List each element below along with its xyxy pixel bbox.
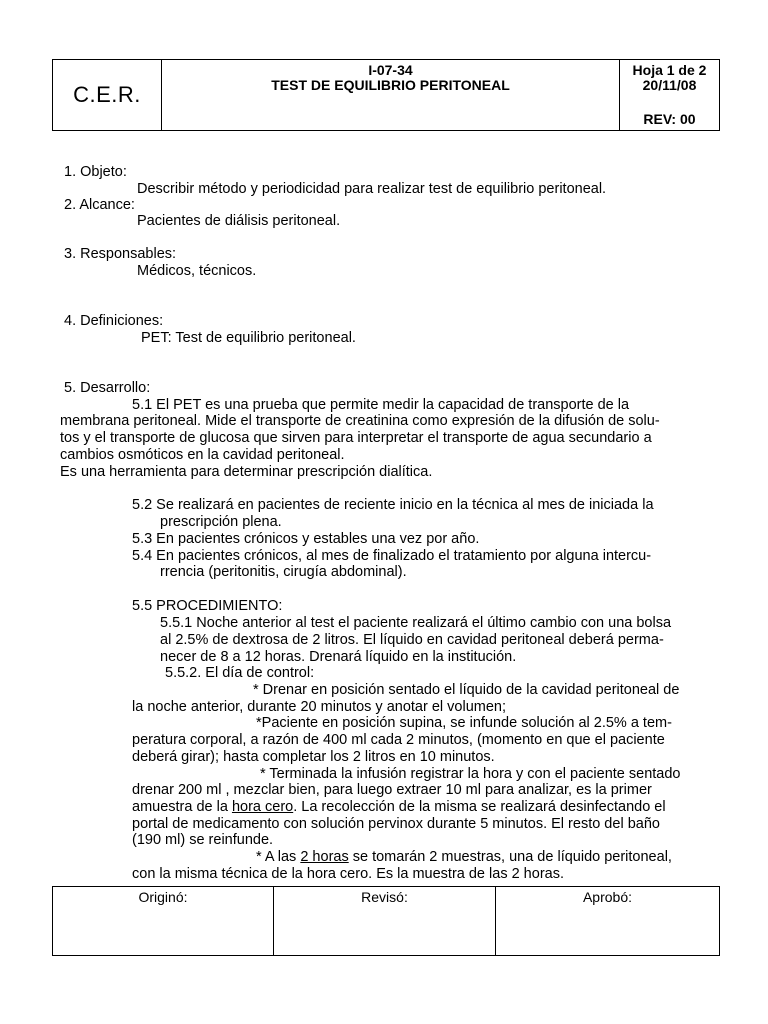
originated-cell	[53, 887, 274, 955]
bullet-line: peratura corporal, a razón de 400 ml cada 2 minutos, (momento en que el paciente	[132, 732, 665, 748]
paragraph-5-1-line: tos y el transporte de glucosa que sirven para interpretar el transporte de agua secundario a	[60, 430, 652, 446]
paragraph-5-5-2: 5.5.2. El día de control:	[165, 665, 315, 681]
section-1-text: Describir método y periodicidad para realizar test de equilibrio peritoneal.	[137, 181, 607, 197]
title-cell	[162, 60, 620, 130]
bullet-text: * A las	[256, 849, 301, 865]
bullet-line	[256, 849, 672, 866]
approved-cell	[496, 887, 719, 955]
section-4-title: 4. Definiciones:	[64, 313, 164, 329]
originated-label: Originó:	[138, 889, 188, 905]
paragraph-5-5-1-line: necer de 8 a 12 horas. Drenará líquido en la institución.	[160, 649, 517, 665]
paragraph-5-2-line: 5.2 Se realizará en pacientes de reciente inicio en la técnica al mes de iniciada la	[132, 497, 654, 513]
revision: REV: 00	[643, 111, 696, 127]
bullet-line: * Drenar en posición sentado el líquido de la cavidad peritoneal de	[253, 682, 680, 698]
bullet-line: deberá girar); hasta completar los 2 litros en 10 minutos.	[132, 749, 495, 765]
page-info-cell	[620, 60, 719, 130]
section-1-title: 1. Objeto:	[64, 164, 127, 180]
section-2-text: Pacientes de diálisis peritoneal.	[137, 213, 341, 229]
bullet-text: se tomarán 2 muestras, una de líquido peritoneal,	[348, 849, 672, 865]
paragraph-5-5-1-line: 5.5.1 Noche anterior al test el paciente realizará el último cambio con una bolsa	[160, 615, 672, 631]
paragraph-5-5-1-line: al 2.5% de dextrosa de 2 litros. El líquido en cavidad peritoneal deberá perma-	[160, 632, 664, 648]
reviewed-label: Revisó:	[361, 889, 408, 905]
paragraph-5-3: 5.3 En pacientes crónicos y estables una vez por año.	[132, 531, 480, 547]
paragraph-5-2-line: prescripción plena.	[160, 514, 282, 530]
section-2-title: 2. Alcance:	[64, 197, 135, 213]
paragraph-5-1-line: cambios osmóticos en la cavidad peritoneal.	[60, 447, 345, 463]
approved-label: Aprobó:	[582, 889, 633, 905]
bullet-line: portal de medicamento con solución pervinox durante 5 minutos. El resto del baño	[132, 816, 660, 832]
bullet-line: la noche anterior, durante 20 minutos y anotar el volumen;	[132, 699, 507, 715]
paragraph-5-1-line: Es una herramienta para determinar prescripción dialítica.	[60, 464, 433, 480]
bullet-line	[132, 799, 666, 816]
section-5-title: 5. Desarrollo:	[64, 380, 151, 396]
underlined-text: 2 horas	[300, 849, 349, 865]
bullet-line: (190 ml) se reinfunde.	[132, 832, 274, 848]
underlined-text: hora cero	[231, 799, 294, 815]
section-3-text: Médicos, técnicos.	[137, 263, 257, 279]
paragraph-5-1-line: 5.1 El PET es una prueba que permite medir la capacidad de transporte de la	[132, 397, 630, 413]
bullet-text: amuestra de la	[132, 799, 232, 815]
section-3-title: 3. Responsables:	[64, 246, 177, 262]
paragraph-5-4-line: rrencia (peritonitis, cirugía abdominal).	[160, 564, 407, 580]
document-code: I-07-34	[368, 62, 413, 78]
paragraph-5-5: 5.5 PROCEDIMIENTO:	[132, 598, 283, 614]
page-number: Hoja 1 de 2	[632, 62, 707, 78]
logo: C.E.R.	[53, 60, 162, 130]
section-4-text: PET: Test de equilibrio peritoneal.	[141, 330, 356, 346]
document-header	[52, 59, 720, 131]
document-title: TEST DE EQUILIBRIO PERITONEAL	[271, 77, 510, 93]
bullet-line: con la misma técnica de la hora cero. Es la muestra de las 2 horas.	[132, 866, 564, 882]
bullet-line: *Paciente en posición supina, se infunde solución al 2.5% a tem-	[256, 715, 672, 731]
bullet-text: . La recolección de la misma se realizará desinfectando el	[293, 799, 666, 815]
paragraph-5-1-line: membrana peritoneal. Mide el transporte de creatinina como expresión de la difusión de solu-	[60, 413, 660, 429]
document-date: 20/11/08	[642, 77, 697, 93]
bullet-line: * Terminada la infusión registrar la hora y con el paciente sentado	[260, 766, 681, 782]
reviewed-cell	[274, 887, 496, 955]
signature-table	[52, 886, 720, 956]
bullet-line: drenar 200 ml , mezclar bien, para luego extraer 10 ml para analizar, es la primer	[132, 782, 652, 798]
paragraph-5-4-line: 5.4 En pacientes crónicos, al mes de finalizado el tratamiento por alguna intercu-	[132, 548, 652, 564]
